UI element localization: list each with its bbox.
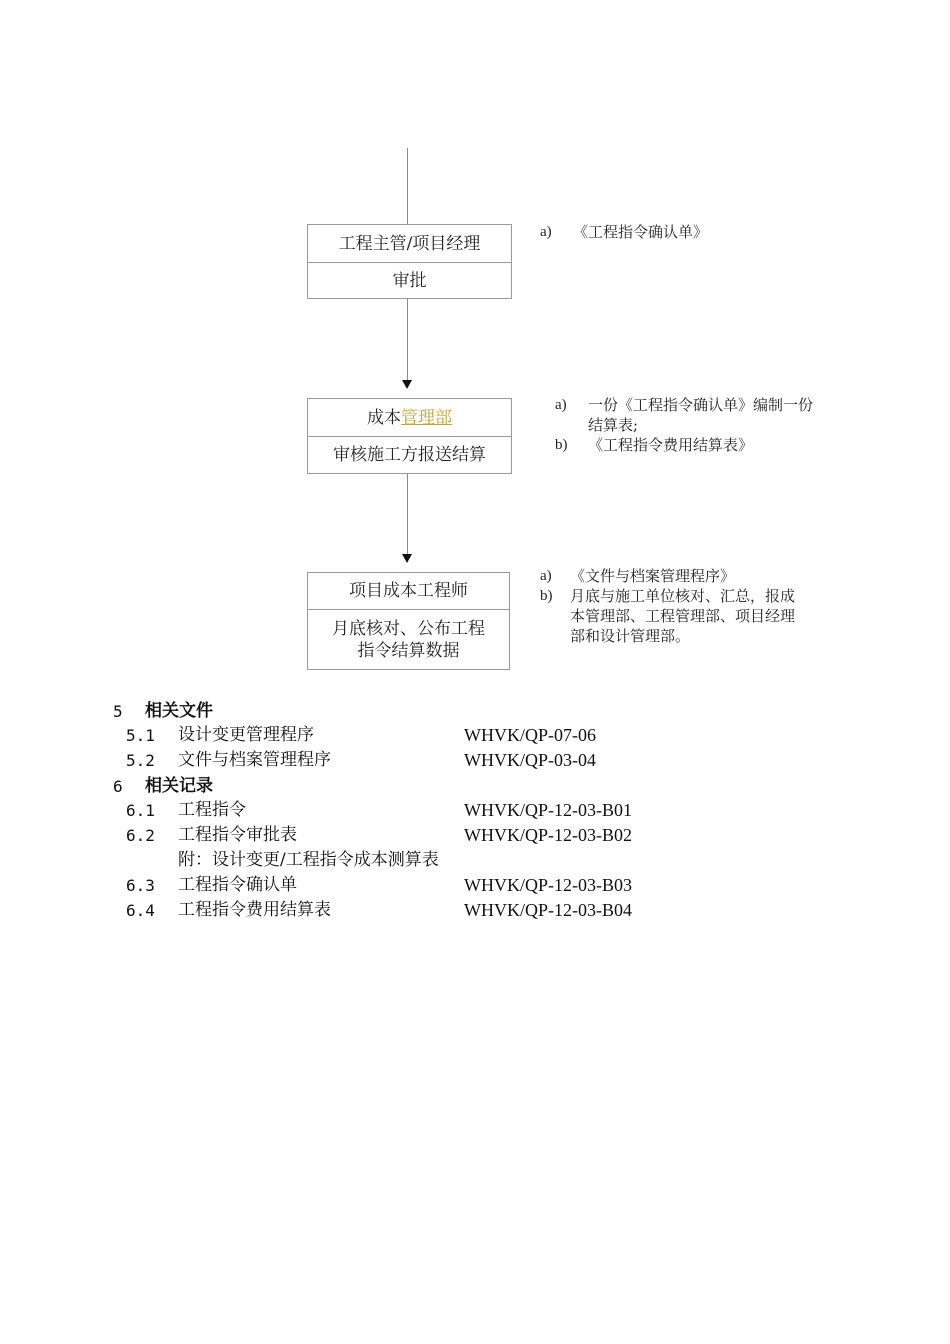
note-text: 部和设计管理部。 — [570, 627, 691, 645]
item-code: WHVK/QP-07-06 — [464, 725, 596, 745]
item-number: 5.2 — [126, 751, 155, 770]
item-code: WHVK/QP-03-04 — [464, 750, 596, 770]
note-label: b) — [540, 588, 553, 604]
flow-box-action: 审核施工方报送结算 — [308, 436, 511, 473]
flow-box-action: 审批 — [308, 262, 511, 299]
note-item — [540, 586, 860, 646]
item-name: 设计变更管理程序 — [178, 725, 314, 745]
note-text: 结算表; — [588, 416, 639, 434]
flow-box-title: 工程主管/项目经理 — [338, 233, 481, 254]
note-label: b) — [555, 437, 568, 453]
note-text: 《文件与档案管理程序》 — [570, 567, 736, 585]
item-number: 6.1 — [126, 801, 155, 820]
flow-box-title: 项目成本工程师 — [349, 581, 468, 601]
item-code: WHVK/QP-12-03-B02 — [464, 825, 632, 845]
note-text: 《工程指令费用结算表》 — [588, 436, 754, 454]
connector-2-3 — [407, 474, 408, 555]
item-code: WHVK/QP-12-03-B01 — [464, 800, 632, 820]
section-title: 相关文件 — [145, 701, 213, 721]
note-label: a) — [555, 397, 567, 413]
connector-1-2 — [407, 299, 408, 381]
flow-box-title-prefix: 成本 — [367, 407, 401, 428]
note-box3 — [540, 566, 860, 646]
item-appendix: 附：设计变更/工程指令成本测算表 — [178, 850, 439, 870]
section-related-records — [0, 774, 950, 924]
flow-box-action-line: 月底核对、公布工程 — [332, 618, 485, 639]
note-item — [540, 222, 860, 242]
section-number: 5 — [113, 702, 123, 721]
section-title: 相关记录 — [145, 776, 213, 796]
item-code: WHVK/QP-12-03-B03 — [464, 875, 632, 895]
item-number: 6.4 — [126, 901, 155, 920]
flow-box-action — [308, 609, 509, 669]
item-number: 6.3 — [126, 876, 155, 895]
item-name: 工程指令审批表 — [178, 825, 297, 845]
arrow-down-icon — [402, 380, 412, 389]
item-name: 工程指令 — [178, 800, 246, 820]
item-number: 5.1 — [126, 726, 155, 745]
section-number: 6 — [113, 777, 123, 796]
note-text: 一份《工程指令确认单》编制一份 — [588, 396, 814, 414]
note-label: a) — [540, 224, 552, 240]
arrow-down-icon — [402, 554, 412, 563]
note-label: a) — [540, 568, 552, 584]
note-text: 本管理部、工程管理部、项目经理 — [570, 607, 796, 625]
note-box1 — [540, 222, 860, 242]
item-name: 工程指令确认单 — [178, 875, 297, 895]
flow-box-approval — [307, 224, 512, 299]
item-name: 文件与档案管理程序 — [178, 750, 331, 770]
management-dept-link[interactable]: 管理部 — [401, 407, 452, 428]
note-box2 — [555, 395, 875, 455]
item-name: 工程指令费用结算表 — [178, 900, 331, 920]
item-number: 6.2 — [126, 826, 155, 845]
flow-box-cost-dept — [307, 398, 512, 474]
note-text: 月底与施工单位核对、汇总，报成 — [570, 587, 796, 605]
item-code: WHVK/QP-12-03-B04 — [464, 900, 632, 920]
note-item — [555, 395, 875, 435]
flow-box-title — [308, 399, 511, 436]
note-text: 《工程指令确认单》 — [573, 223, 709, 241]
section-related-documents — [0, 699, 950, 774]
flow-box-action-line: 指令结算数据 — [357, 640, 460, 661]
flow-box-cost-engineer — [307, 572, 510, 670]
connector-top — [407, 148, 408, 225]
note-item — [555, 435, 875, 455]
note-item — [540, 566, 860, 586]
